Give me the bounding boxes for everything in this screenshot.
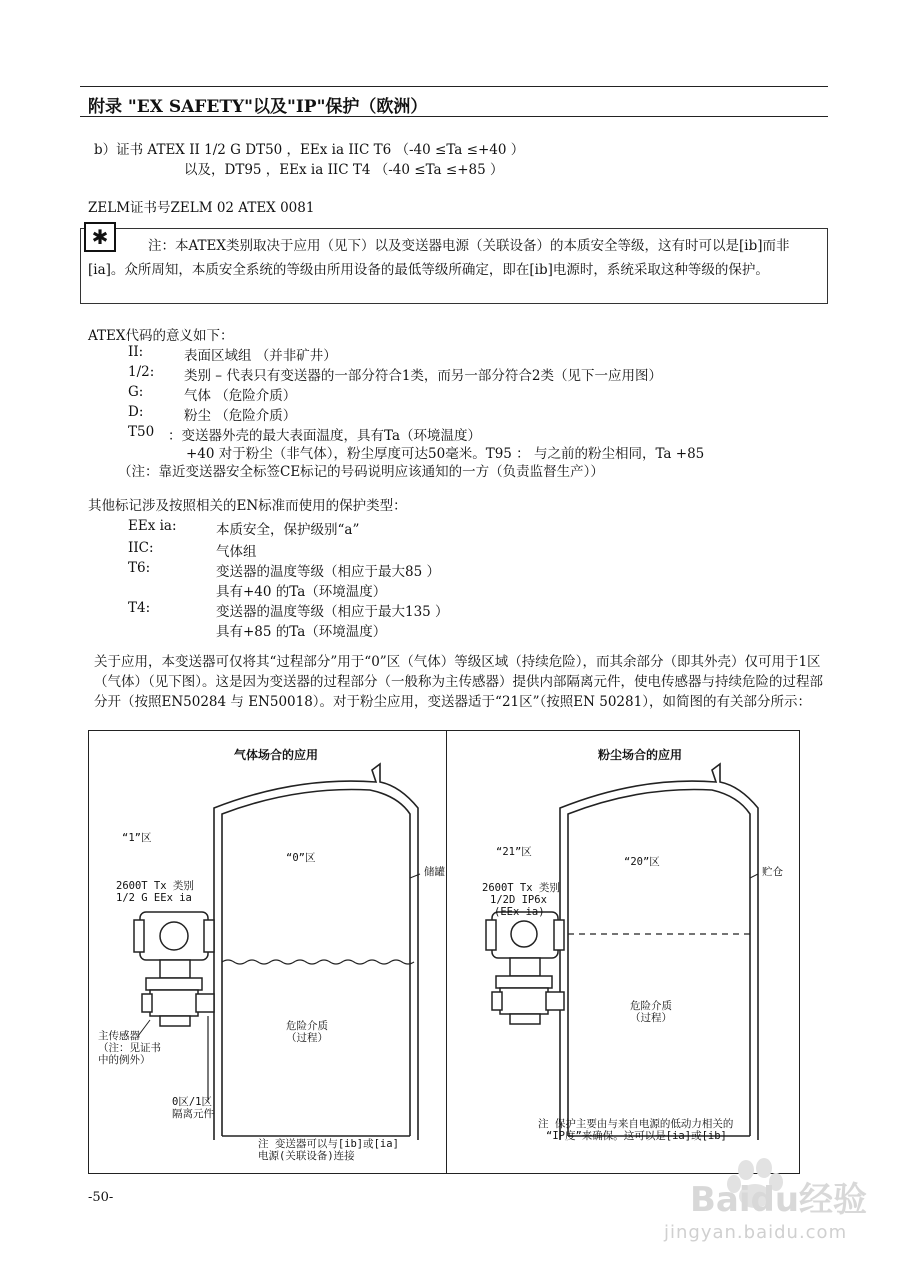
other-desc: 具有+85 的Ta（环境温度）: [216, 624, 387, 640]
sensor-label-3: 中的例外）: [98, 1054, 151, 1066]
dust-tx-label-3: (EEx ia): [494, 906, 545, 918]
other-desc: 气体组: [216, 544, 257, 560]
atex-footnote: （注：靠近变送器安全标签CE标记的号码说明应该通知的一方（负责监督生产））: [118, 464, 604, 480]
page-title: 附录 "EX SAFETY"以及"IP"保护（欧洲）: [88, 97, 428, 117]
gas-transmitter: [134, 912, 214, 1026]
page-number: -50-: [88, 1190, 114, 1205]
gas-tx-label-2: 1/2 G EEx ia: [116, 892, 192, 904]
dust-medium-label-2: （过程）: [630, 1012, 672, 1024]
other-code: EEx ia:: [128, 518, 177, 534]
gas-figure-title: 气体场合的应用: [234, 748, 319, 762]
dust-zone20-label: “20”区: [624, 856, 660, 868]
atex-code: II:: [128, 344, 144, 360]
cert-line-1: b）证书 ATEX II 1/2 G DT50 ，EEx ia IIC T6 （-40 ≤Ta ≤+40 ）: [94, 142, 525, 158]
atex-desc: 表面区域组 （并非矿井）: [184, 348, 337, 364]
atex-heading: ATEX代码的意义如下：: [88, 328, 234, 344]
isolation-label-1: 0区/1区: [172, 1096, 212, 1108]
atex-code: G:: [128, 384, 144, 400]
atex-desc: 气体 （危险介质）: [184, 388, 297, 404]
gas-zone0-label: “0”区: [286, 852, 316, 864]
other-desc: 具有+40 的Ta（环境温度）: [216, 584, 387, 600]
dust-transmitter: [486, 912, 564, 1024]
gas-liquid-level: [222, 960, 414, 964]
dust-tx-label-2: 1/2D IP6x: [490, 894, 547, 906]
zelm-cert-number: ZELM证书号ZELM 02 ATEX 0081: [88, 200, 315, 216]
dust-figure-title: 粉尘场合的应用: [598, 748, 683, 762]
other-heading: 其他标记涉及按照相关的EN标准而使用的保护类型：: [88, 498, 407, 514]
atex-desc: 粉尘 （危险介质）: [184, 408, 297, 424]
dust-zone21-label: “21”区: [496, 846, 532, 858]
application-paragraph: 关于应用，本变送器可仅将其“过程部分”用于“0”区（气体）等级区域（持续危险），而其余部分（即其外壳）仅可用于1区（气体）（见下图）。这是因为变送器的过程部分（一般称为主传感器）提供内部隔离元件，使电传感器与持续危险的过程部分开（按照EN50284 与 EN50018）。对于粉尘应用，变送器适于“21区”（按照EN 50281），如简图的有关部分所示：: [94, 654, 823, 710]
atex-code: T50: [128, 424, 155, 440]
gas-zone1-label: “1”区: [122, 832, 152, 844]
watermark-brand: Baidu经验: [690, 1180, 868, 1220]
other-desc: 变送器的温度等级（相应于最大135 ）: [216, 604, 449, 620]
tank-label: 储罐: [424, 866, 445, 878]
note-text: 注：本ATEX类别取决于应用（见下）以及变送器电源（关联设备）的本质安全等级，这有时可以是[ib]而非[ia]。众所周知，本质安全系统的等级由所用设备的最低等级所确定，即在[ib]电源时，系统采取这种等级的保护。: [88, 238, 790, 278]
atex-desc: 类别 – 代表只有变送器的一部分符合1类，而另一部分符合2类（见下一应用图）: [184, 368, 663, 384]
atex-code: D:: [128, 404, 144, 420]
dust-silo: [560, 764, 758, 1140]
dust-note-2: “IP度”来确保。这可以是[ia]或[ib]: [546, 1130, 727, 1142]
isolation-label-2: 隔离元件: [172, 1108, 214, 1120]
gas-tx-label-1: 2600T Tx 类别: [116, 880, 194, 892]
dust-medium-label-1: 危险介质: [630, 1000, 672, 1012]
atex-t50-continuation: +40 对于粉尘（非气体），粉尘厚度可达50毫米。T95 ： 与之前的粉尘相同，Ta +85: [186, 446, 705, 462]
gas-tank: [214, 764, 418, 1140]
gas-note-2: 电源(关联设备)连接: [258, 1150, 355, 1162]
dust-tx-label-1: 2600T Tx 类别: [482, 882, 560, 894]
atex-code: 1/2:: [128, 364, 155, 380]
watermark-url: jingyan.baidu.com: [664, 1222, 848, 1243]
silo-label: 贮仓: [762, 866, 783, 878]
silo-leader: [750, 874, 758, 878]
asterisk-note-icon: ✱: [84, 222, 116, 252]
other-code: T4:: [128, 600, 151, 616]
other-code: T6:: [128, 560, 151, 576]
sensor-label-1: 主传感器: [98, 1030, 140, 1042]
gas-medium-label-1: 危险介质: [286, 1020, 328, 1032]
cert-line-2: 以及，DT95 ，EEx ia IIC T4 （-40 ≤Ta ≤+85 ）: [184, 162, 504, 178]
other-desc: 本质安全，保护级别“a”: [216, 522, 360, 538]
other-desc: 变送器的温度等级（相应于最大85 ）: [216, 564, 440, 580]
gas-note-1: 注 变送器可以与[ib]或[ia]: [258, 1138, 399, 1150]
sensor-label-2: （注：见证书: [98, 1042, 161, 1054]
atex-desc: ：变送器外壳的最大表面温度，具有Ta（环境温度）: [168, 428, 482, 444]
dust-note-1: 注 保护主要由与来自电源的低动力相关的: [538, 1118, 734, 1130]
gas-medium-label-2: （过程）: [286, 1032, 328, 1044]
other-code: IIC:: [128, 540, 154, 556]
